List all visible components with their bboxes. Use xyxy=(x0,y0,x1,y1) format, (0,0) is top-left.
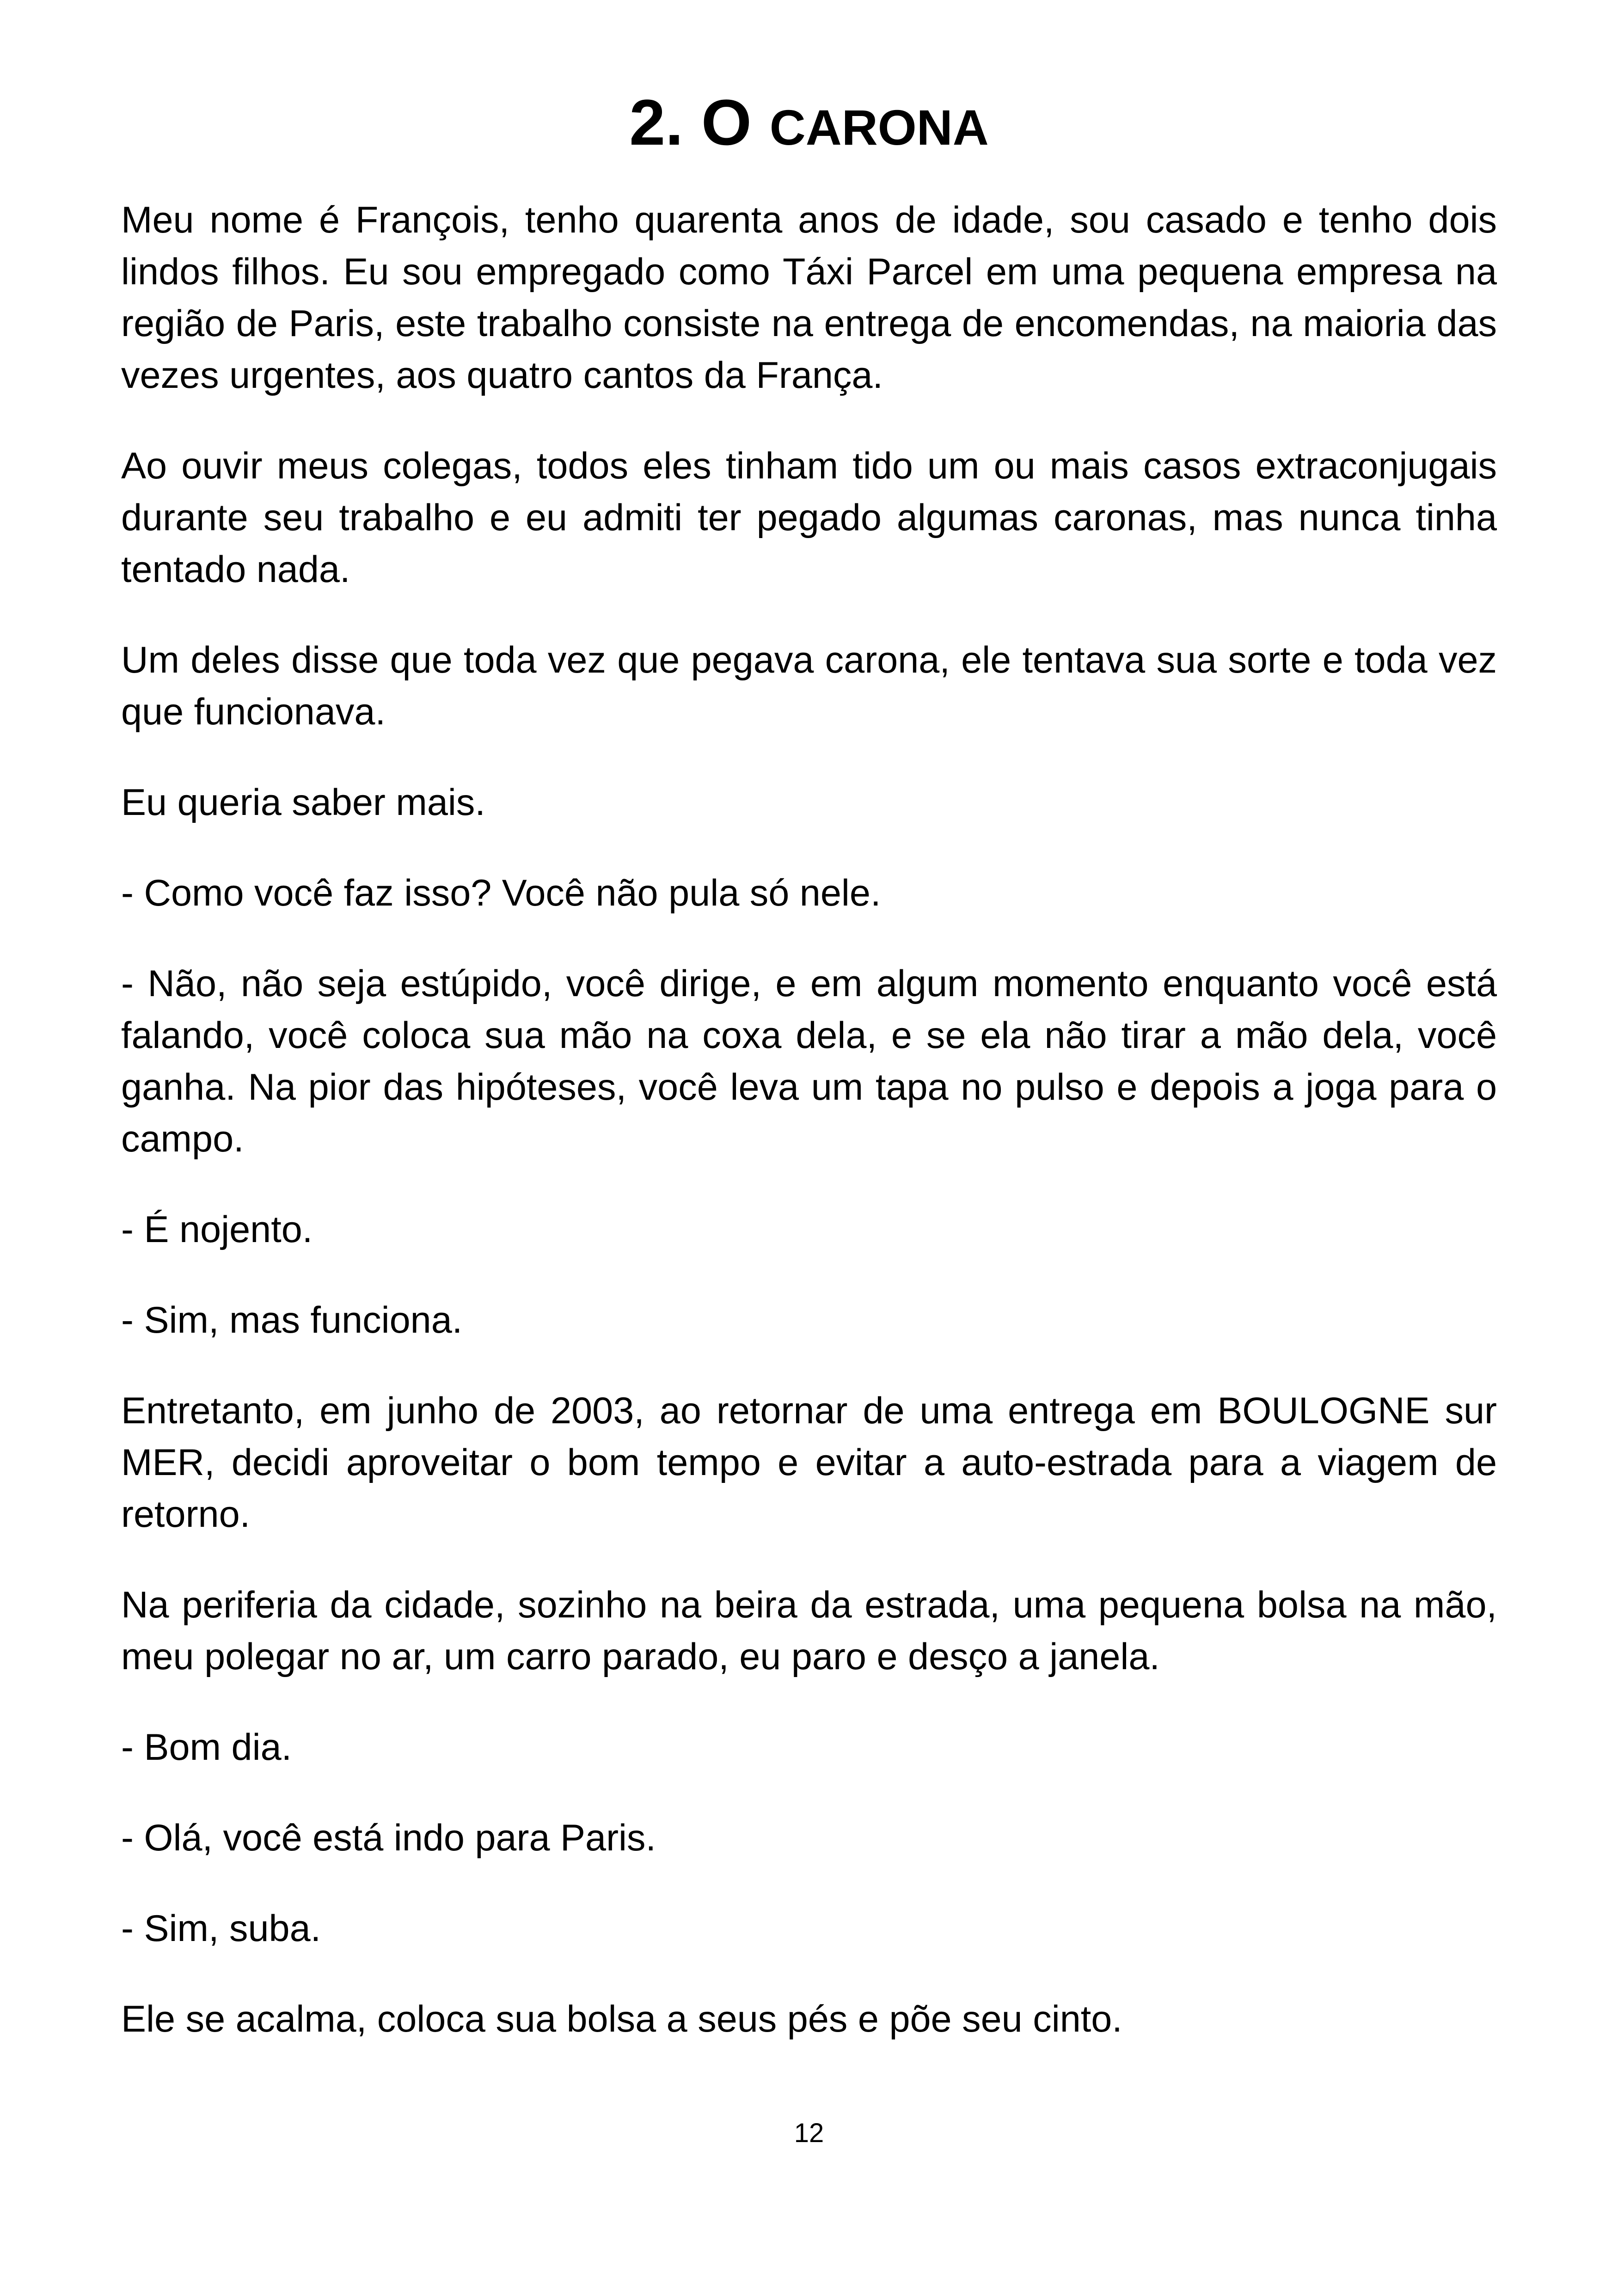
paragraph: - É nojento. xyxy=(121,1209,313,1250)
chapter-title-first: O xyxy=(701,86,752,159)
paragraph: Entretanto, em junho de 2003, ao retornar de uma entrega em BOULOGNE sur MER, decidi aproveitar o bom tempo e evitar a auto-estrada para a viagem de retorno. xyxy=(121,1390,1497,1535)
paragraph: - Sim, mas funciona. xyxy=(121,1299,463,1341)
paragraph: - Não, não seja estúpido, você dirige, e em algum momento enquanto você está falando, você coloca sua mão na coxa dela, e se ela não tirar a mão dela, você ganha. Na pior das hipóteses, você leva um tapa no pulso e depois a joga para o campo. xyxy=(121,963,1497,1160)
body-text xyxy=(121,194,1497,2084)
paragraph: Eu queria saber mais. xyxy=(121,782,485,823)
paragraph: - Bom dia. xyxy=(121,1727,292,1768)
chapter-title xyxy=(0,83,1618,167)
paragraph: - Olá, você está indo para Paris. xyxy=(121,1817,656,1859)
paragraph: Ele se acalma, coloca sua bolsa a seus pés e põe seu cinto. xyxy=(121,1998,1122,2040)
paragraph: Na periferia da cidade, sozinho na beira da estrada, uma pequena bolsa na mão, meu polegar no ar, um carro parado, eu paro e desço a janela. xyxy=(121,1584,1497,1678)
paragraph: Meu nome é François, tenho quarenta anos de idade, sou casado e tenho dois lindos filhos. Eu sou empregado como Táxi Parcel em uma pequena empresa na região de Paris, este trabalho consiste na entrega de encomendas, na maioria das vezes urgentes, aos quatro cantos da França. xyxy=(121,199,1497,396)
paragraph: - Sim, suba. xyxy=(121,1908,321,1949)
page-number: 12 xyxy=(794,2118,824,2148)
paragraph: Um deles disse que toda vez que pegava carona, ele tentava sua sorte e toda vez que funcionava. xyxy=(121,639,1497,733)
paragraph: - Como você faz isso? Você não pula só nele. xyxy=(121,872,881,914)
chapter-title-rest: CARONA xyxy=(769,99,989,155)
chapter-number: 2. xyxy=(629,86,684,159)
paragraph: Ao ouvir meus colegas, todos eles tinham tido um ou mais casos extraconjugais durante seu trabalho e eu admiti ter pegado algumas caronas, mas nunca tinha tentado nada. xyxy=(121,445,1497,590)
